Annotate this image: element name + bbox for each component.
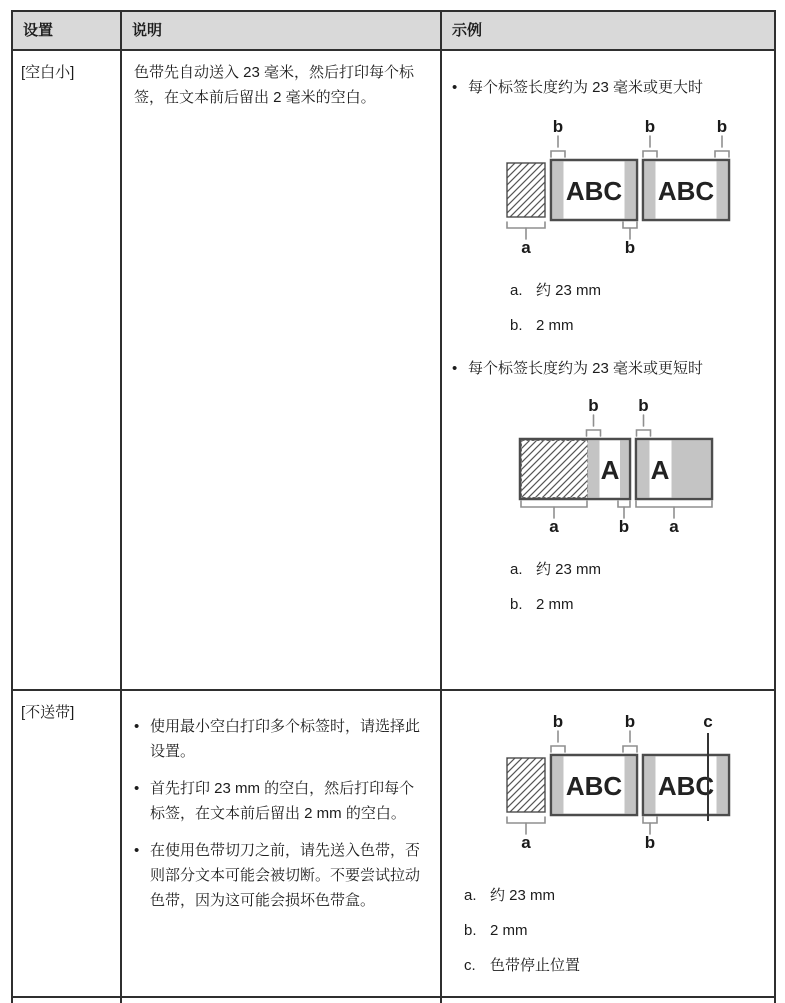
header-setting: 设置 <box>12 11 121 50</box>
diagram-letter-b: b <box>552 712 564 731</box>
diagram-letter-b: b <box>624 712 636 731</box>
diagram-letter-c: c <box>703 712 713 731</box>
legend-value: 2 mm <box>536 317 574 334</box>
header-description: 说明 <box>121 11 441 50</box>
legend-item <box>464 918 766 943</box>
description-bullet-list <box>134 714 428 913</box>
bullet-text: 每个标签长度约为 23 毫米或更短时 <box>468 360 704 377</box>
label-text-abc: ABC <box>657 771 715 801</box>
bullet-text: 在使用色带切刀之前，请先送入色带，否则部分文本可能会被切断。不要尝试拉动色带，因为这可能会损坏色带盒。 <box>150 842 421 909</box>
measure-legend <box>464 883 766 978</box>
example-bullet-short <box>452 356 766 381</box>
diagram-letter-a: a <box>669 517 679 533</box>
bullet-marker: • <box>134 780 140 797</box>
diagram-letter-b: b <box>552 117 564 136</box>
example-no-feed <box>441 690 775 997</box>
example-small-margin <box>441 50 775 690</box>
leader-tape-hatched <box>507 163 545 217</box>
diagram-letter-a: a <box>549 517 559 533</box>
legend-value: 2 mm <box>536 596 574 613</box>
table-row <box>12 50 775 690</box>
description-bullet <box>134 714 428 764</box>
bullet-text: 使用最小空白打印多个标签时，请选择此设置。 <box>150 718 421 760</box>
table-row <box>12 690 775 997</box>
description-small-margin <box>121 50 441 690</box>
bullet-text: 首先打印 23 mm 的空白，然后打印每个标签，在文本前后留出 2 mm 的空白。 <box>150 780 415 822</box>
setting-value-no-feed: [不送带] <box>12 690 121 997</box>
legend-item <box>510 592 766 617</box>
measure-legend <box>510 557 766 617</box>
legend-value: 约 23 mm <box>536 282 602 299</box>
label-text-abc: ABC <box>657 176 715 206</box>
diagram-letter-b: b <box>638 396 649 415</box>
setting-value-small-margin: [空白小] <box>12 50 121 690</box>
legend-key: a. <box>464 887 477 904</box>
legend-value: 约 23 mm <box>536 561 602 578</box>
table-header-row <box>12 11 775 50</box>
legend-key: c. <box>464 957 476 974</box>
legend-key: b. <box>510 596 523 613</box>
header-example: 示例 <box>441 11 775 50</box>
bullet-marker: • <box>452 360 458 377</box>
legend-key: b. <box>464 922 477 939</box>
label-text-a: A <box>650 455 670 485</box>
diagram-letter-b: b <box>644 117 656 136</box>
label-text-abc: ABC <box>565 771 623 801</box>
bullet-text: 每个标签长度约为 23 毫米或更大时 <box>468 79 704 96</box>
table-row-clipped <box>12 997 775 1003</box>
example-bullet-large <box>452 75 766 100</box>
measure-legend <box>510 278 766 338</box>
settings-table <box>11 10 776 1003</box>
legend-value: 色带停止位置 <box>490 957 581 974</box>
tape-diagram-short-labels <box>514 393 724 533</box>
diagram-letter-b: b <box>716 117 728 136</box>
legend-item <box>510 313 766 338</box>
description-no-feed <box>121 690 441 997</box>
diagram-letter-a: a <box>521 238 531 254</box>
label-text-abc: ABC <box>565 176 623 206</box>
bullet-marker: • <box>134 718 140 735</box>
diagram-letter-a: a <box>521 833 531 849</box>
tape-diagram-large-labels <box>501 114 741 254</box>
clipped-cell <box>12 997 121 1003</box>
legend-key: a. <box>510 282 523 299</box>
legend-item <box>510 557 766 582</box>
diagram-letter-b: b <box>644 833 656 849</box>
legend-item <box>464 953 766 978</box>
bullet-marker: • <box>134 842 140 859</box>
clipped-cell <box>121 997 441 1003</box>
tape-diagram-no-feed <box>501 709 741 849</box>
description-bullet <box>134 838 428 913</box>
description-bullet <box>134 776 428 826</box>
description-text: 色带先自动送入 23 毫米，然后打印每个标签，在文本前后留出 2 毫米的空白。 <box>134 64 415 106</box>
legend-key: b. <box>510 317 523 334</box>
legend-value: 约 23 mm <box>490 887 556 904</box>
legend-item <box>464 883 766 908</box>
legend-item <box>510 278 766 303</box>
legend-value: 2 mm <box>490 922 528 939</box>
label-text-a: A <box>600 455 620 485</box>
diagram-letter-b: b <box>618 517 630 533</box>
leader-tape-hatched <box>522 441 588 498</box>
legend-key: a. <box>510 561 523 578</box>
diagram-letter-b: b <box>588 396 599 415</box>
leader-tape-hatched <box>507 758 545 812</box>
bullet-marker: • <box>452 79 458 96</box>
diagram-letter-b: b <box>624 238 636 254</box>
clipped-cell <box>441 997 775 1003</box>
